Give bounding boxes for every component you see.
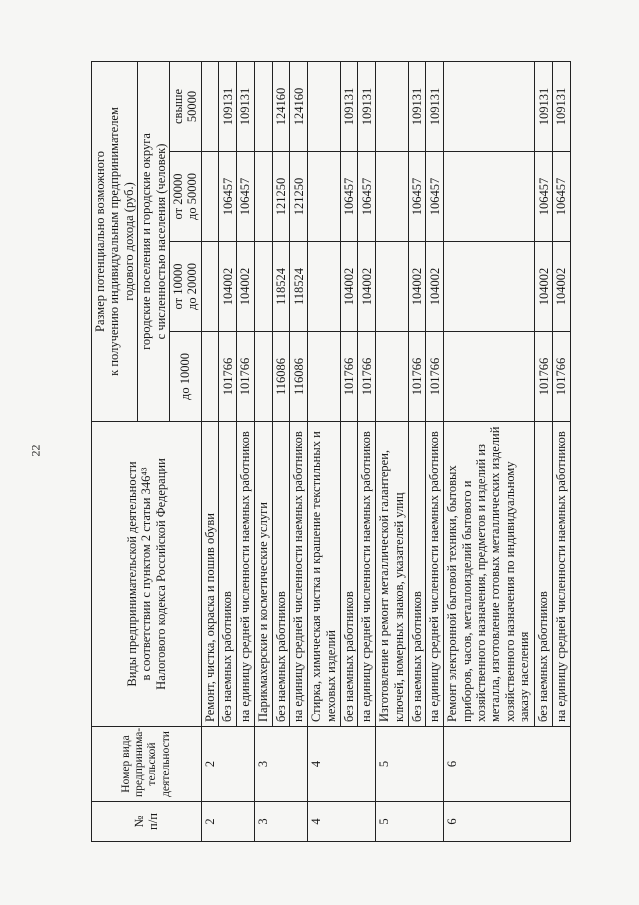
row-label: на единицу средней численности наемных работников: [553, 422, 571, 727]
income-value: 106457: [340, 152, 358, 242]
income-value: 101766: [237, 332, 255, 422]
empty-cell: [444, 242, 535, 332]
table-row: [408, 61, 426, 841]
row-number: 6: [444, 802, 571, 842]
income-value: 104002: [535, 242, 553, 332]
income-value: 109131: [358, 61, 376, 151]
activity-code: 2: [201, 727, 254, 802]
income-value: 109131: [340, 61, 358, 151]
table-row: [535, 61, 553, 841]
header-col-3: [169, 152, 201, 242]
income-value: 109131: [408, 61, 426, 151]
income-value: 104002: [340, 242, 358, 332]
header-col-4-text: свыше 50000: [170, 88, 200, 124]
activity-title: Парикмахерские и косметические услуги: [254, 422, 272, 727]
activity-code: 4: [308, 727, 376, 802]
income-value: 109131: [426, 61, 444, 151]
income-table: [91, 61, 571, 842]
row-label: на единицу средней численности наемных работников: [358, 422, 376, 727]
income-value: 121250: [290, 152, 308, 242]
empty-cell: [254, 152, 272, 242]
row-label: без наемных работников: [408, 422, 426, 727]
income-value: 104002: [553, 242, 571, 332]
row-label: на единицу средней численности наемных работников: [426, 422, 444, 727]
income-value: 116086: [290, 332, 308, 422]
income-value: 106457: [237, 152, 255, 242]
header-activity-type-text: Виды предпринимательской деятельности в соответствии с пунктом 2 статьи 346⁴³ Налогового кодекса Российской Федерации: [124, 458, 168, 690]
income-value: 101766: [553, 332, 571, 422]
empty-cell: [308, 242, 340, 332]
empty-cell: [308, 332, 340, 422]
income-value: 104002: [237, 242, 255, 332]
header-settlements: [138, 61, 170, 421]
income-value: 118524: [272, 242, 290, 332]
header-activity-type: [92, 422, 202, 727]
income-value: 109131: [219, 61, 237, 151]
row-label: на единицу средней численности наемных работников: [237, 422, 255, 727]
table-row: [290, 61, 308, 841]
empty-cell: [444, 152, 535, 242]
income-value: 106457: [219, 152, 237, 242]
empty-cell: [444, 332, 535, 422]
header-settlements-text: городские поселения и городские округа с численностью населения (человек): [139, 133, 168, 350]
row-number: 5: [376, 802, 444, 842]
income-value: 101766: [535, 332, 553, 422]
income-value: 101766: [426, 332, 444, 422]
header-col-4: [169, 61, 201, 151]
income-value: 116086: [272, 332, 290, 422]
table-row: [237, 61, 255, 841]
page-number: 22: [28, 444, 43, 457]
empty-cell: [201, 332, 219, 422]
empty-cell: [201, 242, 219, 332]
header-activity-code: [92, 727, 202, 802]
row-label: без наемных работников: [340, 422, 358, 727]
header-col-1: [169, 332, 201, 422]
empty-cell: [308, 152, 340, 242]
table-row: [254, 61, 272, 841]
table-row: [340, 61, 358, 841]
activity-title: Ремонт электронной бытовой техники, бытовых приборов, часов, металлоизделий бытового и хозяйственного назначения, предметов и изделий из металла, изготовление готовых металлических изделий хозяйственного назначения по индивидуальному заказу населения: [444, 422, 535, 727]
income-value: 124160: [290, 61, 308, 151]
income-value: 104002: [358, 242, 376, 332]
row-label: без наемных работников: [272, 422, 290, 727]
empty-cell: [201, 152, 219, 242]
activity-code: 5: [376, 727, 444, 802]
table-row: [272, 61, 290, 841]
table-row: [308, 61, 340, 841]
table-row: [426, 61, 444, 841]
activity-code: 6: [444, 727, 571, 802]
income-value: 118524: [290, 242, 308, 332]
activity-code: 3: [254, 727, 307, 802]
empty-cell: [254, 61, 272, 151]
income-value: 101766: [219, 332, 237, 422]
income-value: 104002: [219, 242, 237, 332]
header-col-3-text: от 20000 до 50000: [170, 173, 200, 220]
income-value: 121250: [272, 152, 290, 242]
income-value: 106457: [426, 152, 444, 242]
table-row: [201, 61, 219, 841]
header-income-text: Размер потенциально возможного к получению индивидуальным предпринимателем годового дохода (руб.): [93, 107, 136, 376]
table-row: [219, 61, 237, 841]
header-activity-code-text: Номер вида предпринима- тельской деятельности: [119, 727, 172, 797]
empty-cell: [376, 152, 408, 242]
activity-title: Ремонт, чистка, окраска и пошив обуви: [201, 422, 219, 727]
table-row: [376, 61, 408, 841]
income-value: 109131: [535, 61, 553, 151]
activity-title: Изготовление и ремонт металлической галантереи, ключей, номерных знаков, указателей улиц: [376, 422, 408, 727]
income-value: 101766: [340, 332, 358, 422]
rotated-table-sheet: [91, 62, 571, 842]
header-col-2-text: от 10000 до 20000: [170, 263, 200, 310]
empty-cell: [444, 61, 535, 151]
income-value: 109131: [237, 61, 255, 151]
header-number: [92, 802, 202, 842]
table-body: [201, 61, 570, 841]
row-label: без наемных работников: [219, 422, 237, 727]
empty-cell: [201, 61, 219, 151]
income-value: 106457: [358, 152, 376, 242]
empty-cell: [254, 242, 272, 332]
table-row: [358, 61, 376, 841]
row-label: без наемных работников: [535, 422, 553, 727]
row-number: 4: [308, 802, 376, 842]
empty-cell: [308, 61, 340, 151]
table-row: [553, 61, 571, 841]
income-value: 101766: [358, 332, 376, 422]
income-value: 124160: [272, 61, 290, 151]
empty-cell: [376, 332, 408, 422]
header-number-text: № п/п: [131, 813, 161, 830]
income-value: 104002: [426, 242, 444, 332]
income-value: 109131: [553, 61, 571, 151]
header-income: [92, 61, 138, 421]
row-number: 3: [254, 802, 307, 842]
empty-cell: [376, 61, 408, 151]
empty-cell: [376, 242, 408, 332]
income-value: 106457: [553, 152, 571, 242]
row-number: 2: [201, 802, 254, 842]
row-label: на единицу средней численности наемных работников: [290, 422, 308, 727]
header-col-1-text: до 10000: [178, 353, 193, 400]
empty-cell: [254, 332, 272, 422]
income-value: 106457: [408, 152, 426, 242]
income-value: 106457: [535, 152, 553, 242]
activity-title: Стирка, химическая чистка и крашение текстильных и меховых изделий: [308, 422, 340, 727]
table-row: [444, 61, 535, 841]
header-col-2: [169, 242, 201, 332]
income-value: 101766: [408, 332, 426, 422]
income-value: 104002: [408, 242, 426, 332]
